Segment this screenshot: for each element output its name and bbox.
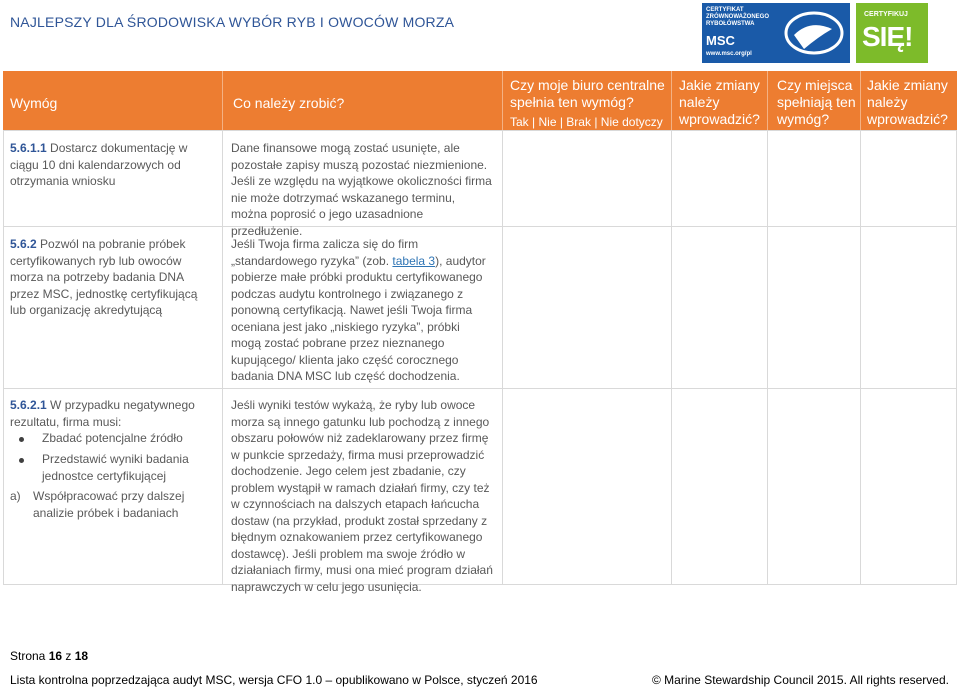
column-divider: [222, 130, 223, 585]
msc-logo-brand: MSC: [706, 33, 735, 48]
row-divider: [3, 130, 957, 131]
certyfikuj-sie-logo: [856, 3, 928, 63]
header-divider: [502, 71, 503, 130]
requirement-lettered-label: a): [10, 489, 21, 503]
msc-logo-text: CERTYFIKAT ZRÓWNOWAŻONEGO RYBOŁÓWSTWA: [706, 7, 769, 27]
tabela-3-link[interactable]: tabela 3: [392, 253, 436, 268]
requirement-5-6-1-1: 5.6.1.1 Dostarcz dokumentację w ciągu 10 dni kalendarzowych od otrzymania wniosku: [10, 141, 188, 188]
footer-copyright: © Marine Stewardship Council 2015. All rights reserved.: [652, 673, 949, 687]
certyfikuj-sie-small: CERTYFIKUJ: [864, 11, 908, 18]
header-miejsca: Czy miejsca spełniają ten wymóg?: [777, 77, 856, 127]
bullet-icon: [19, 437, 24, 442]
action-5-6-1-1: Dane finansowe mogą zostać usunięte, ale pozostałe zapisy muszą pozostać niezmienione. Jeśli ze względu na wyjątkowe okoliczności firma nie może dotrzymać wskazanego terminu, można poprosić o jego uzasadnione przedłużenie.: [231, 141, 492, 238]
footer-document-info: Lista kontrolna poprzedzająca audyt MSC, wersja CFO 1.0 – opublikowano w Polsce, styczeń 2016: [10, 673, 538, 687]
column-divider: [956, 130, 957, 585]
msc-fish-tick-icon: [782, 9, 846, 57]
header-biuro-options: Tak | Nie | Brak | Nie dotyczy: [510, 115, 663, 129]
column-divider: [671, 130, 672, 585]
requirement-5-6-2: 5.6.2 Pozwól na pobranie próbek certyfikowanych ryb lub owoców morza na potrzeby badania DNA przez MSC, jednostkę certyfikującą lub organizację akredytującą: [10, 237, 198, 317]
action-5-6-2-1: Jeśli wyniki testów wykażą, że ryby lub owoce morza są innego gatunku lub pochodzą z innego obszaru połowów niż zadeklarowany przez firmę w punkcie sprzedaży, firma musi przeprowadzić dochodzenie. Jego celem jest zbadanie, czy problem wystąpił w ramach działań firmy, czy też w czynnościach na dalszych etapach łańcucha dostaw (na przykład, produkt został sprzedany z błędnym oznakowaniem przez certyfikowanego dostawcę). Jeśli problem ma swoje źródło w działaniach firmy, musi ona mieć program działań naprawczych w celu jego usunięcia.: [231, 398, 493, 594]
header-zmiany-biuro: Jakie zmiany należy wprowadzić?: [679, 77, 760, 127]
header-biuro: Czy moje biuro centralne spełnia ten wymóg?: [510, 77, 665, 110]
header-co-zrobic: Co należy zrobić?: [233, 95, 345, 111]
column-divider: [860, 130, 861, 585]
requirement-5-6-2-1: 5.6.2.1 W przypadku negatywnego rezultatu, firma musi:: [10, 398, 195, 429]
column-divider: [767, 130, 768, 585]
header-divider: [767, 71, 768, 130]
page-number: Strona 16 z 18: [10, 649, 89, 663]
action-5-6-2: Jeśli Twoja firma zalicza się do firm „standardowego ryzyka” (zob. tabela 3), audytor pobierze małe próbki produktu certyfikowanego podczas audytu kontrolnego i związanego z ponowną certyfikacją. Nawet jeśli Twoja firma oceniana jest jako „niskiego ryzyka”, próbki mogą zostać pobrane przez nieznanego kupującego/ klienta jako część corocznego badania DNA MSC lub część dochodzenia.: [231, 237, 486, 383]
column-divider: [502, 130, 503, 585]
page-header-title: NAJLEPSZY DLA ŚRODOWISKA WYBÓR RYB I OWOCÓW MORZA: [10, 14, 455, 30]
msc-logo: [702, 3, 850, 63]
header-divider: [222, 71, 223, 130]
msc-logo-url: www.msc.org/pl: [706, 51, 752, 57]
header-divider: [671, 71, 672, 130]
header-zmiany-miejsca: Jakie zmiany należy wprowadzić?: [867, 77, 948, 127]
bullet-icon: [19, 458, 24, 463]
certyfikuj-sie-big: SIĘ!: [862, 21, 913, 52]
header-divider: [860, 71, 861, 130]
header-wymog: Wymóg: [10, 95, 58, 111]
requirement-bullet-2: Przedstawić wyniki badania jednostce certyfikującej: [42, 452, 189, 483]
row-divider: [3, 388, 957, 389]
requirement-bullet-1: Zbadać potencjalne źródło: [42, 431, 183, 445]
requirement-lettered-item: Współpracować przy dalszej analizie próbek i badaniach: [33, 489, 185, 520]
column-divider: [3, 130, 4, 585]
